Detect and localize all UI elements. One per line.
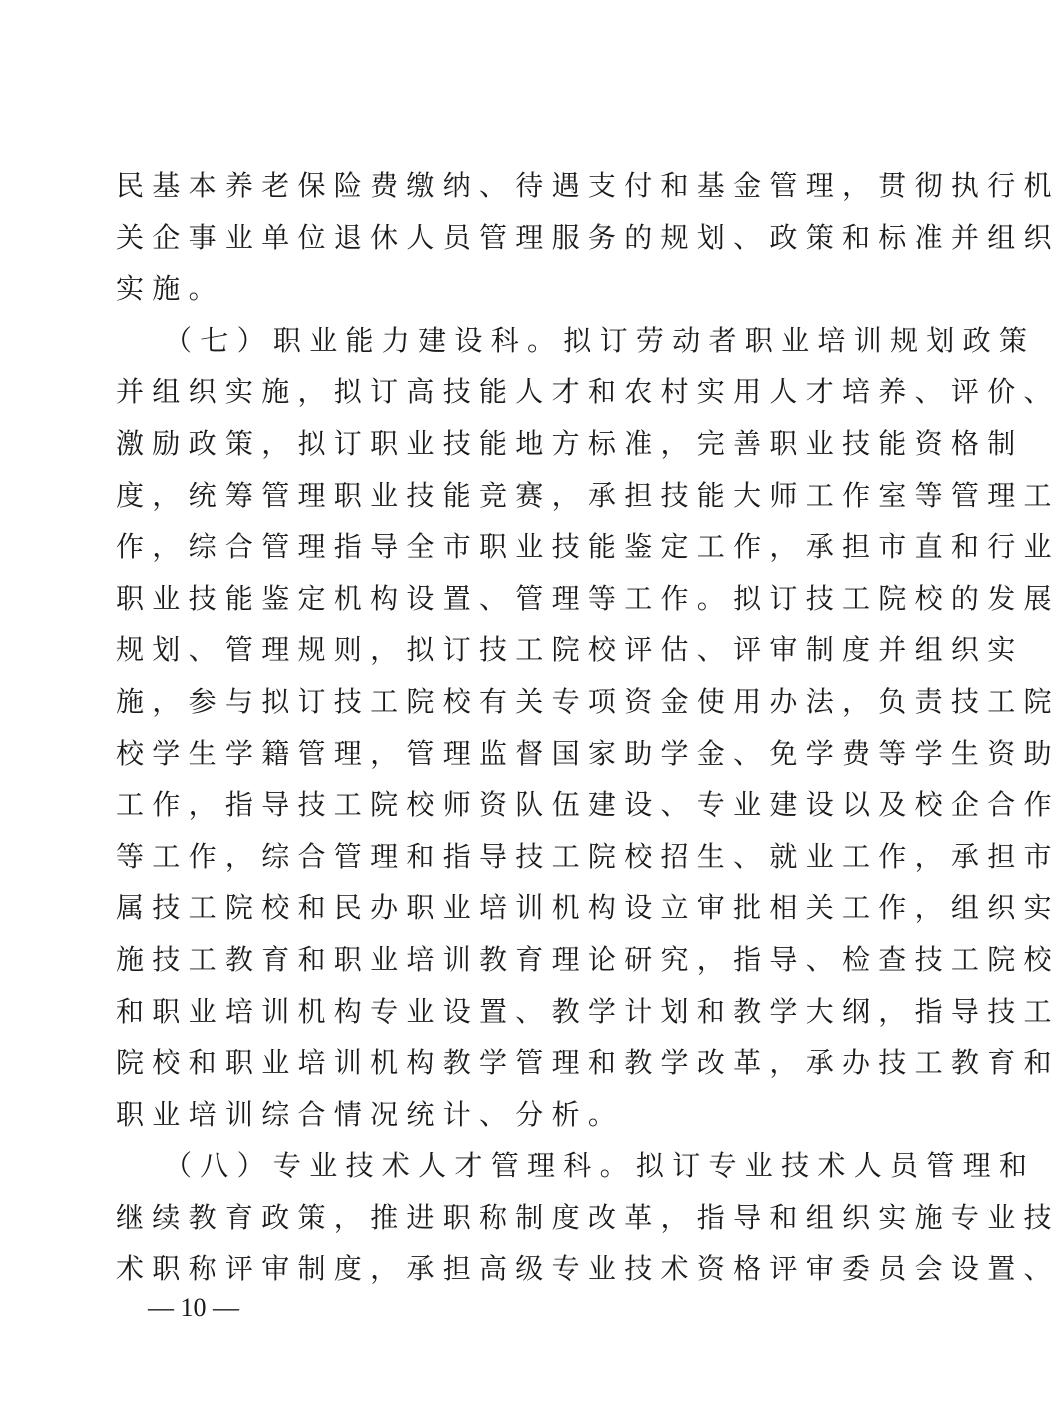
text-line: 职业技能鉴定机构设置、管理等工作。拟订技工院校的发展	[116, 581, 1060, 615]
section-heading-line: （七）职业能力建设科。拟订劳动者职业培训规划政策	[164, 323, 1036, 357]
text-line: 工作，指导技工院校师资队伍建设、专业建设以及校企合作	[116, 788, 1060, 822]
text-line: 作，综合管理指导全市职业技能鉴定工作，承担市直和行业	[116, 530, 1060, 564]
text-line: 度，统筹管理职业技能竞赛，承担技能大师工作室等管理工	[116, 478, 1060, 512]
text-line: 继续教育政策，推进职称制度改革，指导和组织实施专业技	[116, 1200, 1060, 1234]
text-line: 并组织实施，拟订高技能人才和农村实用人才培养、评价、	[116, 375, 1060, 409]
text-line: 规划、管理规则，拟订技工院校评估、评审制度并组织实	[116, 633, 1024, 667]
text-line: 术职称评审制度，承担高级专业技术资格评审委员会设置、	[116, 1252, 1060, 1286]
text-line: 实施。	[116, 272, 225, 306]
text-line: 校学生学籍管理，管理监督国家助学金、免学费等学生资助	[116, 736, 1060, 770]
text-line: 属技工院校和民办职业培训机构设立审批相关工作，组织实	[116, 891, 1060, 925]
text-line: 激励政策，拟订职业技能地方标准，完善职业技能资格制	[116, 426, 1024, 460]
text-line: 施技工教育和职业培训教育理论研究，指导、检查技工院校	[116, 942, 1060, 976]
page-number: — 10 —	[148, 1293, 239, 1322]
text-line: 院校和职业培训机构教学管理和教学改革，承办技工教育和	[116, 1046, 1060, 1080]
text-line: 等工作，综合管理和指导技工院校招生、就业工作，承担市	[116, 839, 1060, 873]
text-line: 施，参与拟订技工院校有关专项资金使用办法，负责技工院	[116, 684, 1060, 718]
body-text	[116, 160, 1060, 1295]
text-line: 关企事业单位退休人员管理服务的规划、政策和标准并组织	[116, 220, 1060, 254]
text-line: 民基本养老保险费缴纳、待遇支付和基金管理，贯彻执行机	[116, 169, 1060, 202]
text-line: 和职业培训机构专业设置、教学计划和教学大纲，指导技工	[116, 994, 1060, 1028]
text-line: 职业培训综合情况统计、分析。	[116, 1097, 625, 1131]
section-heading-line: （八）专业技术人才管理科。拟订专业技术人员管理和	[164, 1149, 1036, 1183]
